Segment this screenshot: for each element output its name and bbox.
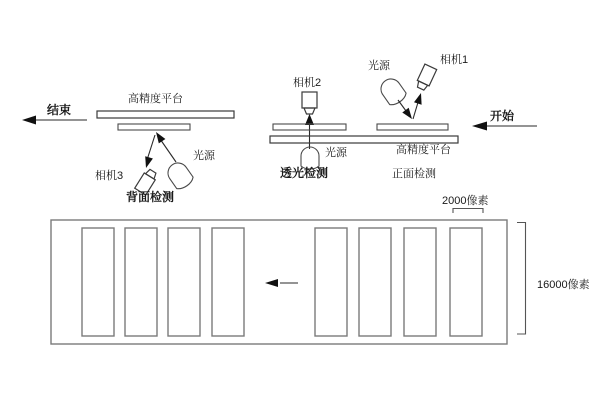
camera-2-icon	[302, 92, 317, 114]
beam-arrowhead-camera1	[414, 93, 422, 105]
sensor-bar	[450, 228, 482, 336]
end-arrow-icon	[22, 116, 36, 125]
sensor-bar	[125, 228, 157, 336]
back-inspection-label: 背面检测	[126, 190, 175, 204]
camera-1-lens	[416, 81, 428, 91]
end-label: 结束	[47, 103, 72, 117]
sensor-width-label: 2000像素	[442, 195, 489, 207]
reflect-beam-back	[147, 135, 155, 160]
translucent-inspection-station	[270, 75, 458, 180]
start-arrow-icon	[472, 122, 487, 131]
sensor-bar	[168, 228, 200, 336]
sensor-height-label: 16000像素	[537, 279, 590, 291]
height-brace	[517, 223, 526, 335]
camera-1-body	[417, 64, 436, 86]
translucent-inspection-label: 透光检测	[280, 166, 329, 180]
light-source-front-label: 光源	[368, 60, 390, 72]
light-source-translucent-label: 光源	[325, 147, 347, 159]
camera-2-label: 相机2	[293, 77, 322, 89]
back-inspection-station	[95, 91, 234, 204]
flow-end	[22, 102, 87, 125]
camera-3-label: 相机3	[95, 170, 124, 182]
glass-panel-front	[377, 124, 448, 130]
sensor-array-outline	[51, 220, 507, 344]
scan-direction-arrow-icon	[265, 279, 278, 287]
platform-label-front: 高精度平台	[396, 144, 451, 156]
front-inspection-station	[368, 52, 468, 180]
camera-2-body	[302, 92, 317, 108]
light-source-back-label: 光源	[193, 150, 215, 162]
sensor-bar	[359, 228, 391, 336]
sensor-array	[51, 193, 590, 344]
camera-1-label: 相机1	[440, 54, 469, 66]
sensor-bar	[315, 228, 347, 336]
start-label: 开始	[490, 109, 515, 123]
flow-start	[472, 108, 537, 131]
platform-label-back: 高精度平台	[128, 93, 183, 105]
camera-1-icon	[415, 64, 437, 91]
sensor-bar	[212, 228, 244, 336]
camera-2-lens	[304, 108, 315, 114]
camera-3-lens	[146, 169, 158, 179]
beam-arrowhead-down-front	[402, 108, 412, 119]
beam-arrowhead-up-back	[156, 132, 165, 143]
platform-bar-back	[97, 111, 234, 118]
glass-panel-back	[118, 124, 190, 130]
width-brace	[453, 209, 483, 214]
front-inspection-label: 正面检测	[392, 168, 436, 180]
sensor-bar	[82, 228, 114, 336]
platform-bar-front	[270, 136, 458, 143]
light-source-front-icon	[377, 75, 408, 107]
light-source-back-icon	[164, 159, 195, 191]
sensor-bar	[404, 228, 436, 336]
beam-arrowhead-camera3	[145, 156, 153, 168]
